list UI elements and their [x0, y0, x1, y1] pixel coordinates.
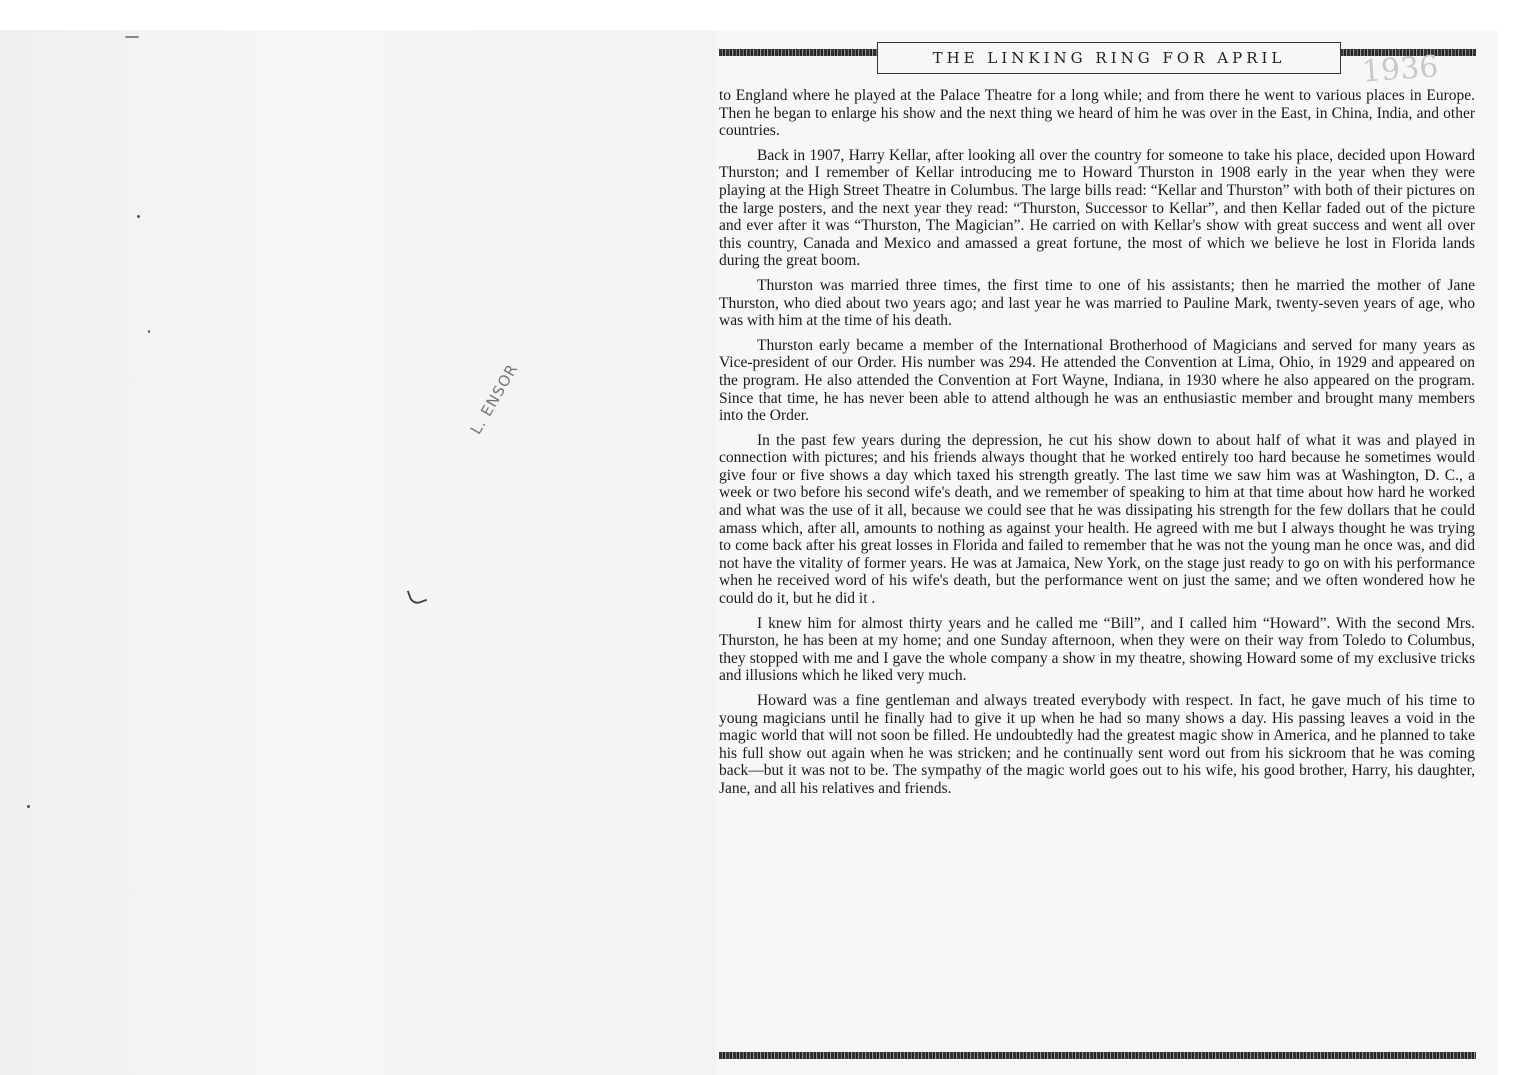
paragraph: Howard was a fine gentleman and always treated everybody with respect. In fact, he gave much of his time to young magicians until he finally had to give it up when he had so many shows a day. His passing leaves a void in the magic world that will not soon be filled. He undoubtedly had the greatest magic show in America, and he planned to take his full show out again when he was stricken; and he continually sent word out from his sickroom that he was coming back—but it was not to be. The sympathy of the magic world goes out to his wife, his good brother, Harry, his daughter, Jane, and all his relatives and friends.: [719, 692, 1475, 797]
paper-speck: [27, 805, 30, 808]
paragraph: In the past few years during the depression, he cut his show down to about half of what it was and played in connection with pictures; and his friends always thought that he worked entirely too hard because he sometimes would give four or five shows a day which taxed his strength greatly. The last time we saw him was at Washington, D. C., a week or two before his second wife's death, and we remember of speaking to him at that time about how hard he worked and what was the use of it all, because we could see that he was dissipating his strength for the few dollars that he could amass which, after all, amounts to nothing as against your health. He agreed with me but I always thought he was trying to come back after his great losses in Florida and failed to remember that he was not the young man he once was, and did not have the vitality of former years. He was at Jamaica, New York, on the stage just ready to go on with his performance when he received word of his wife's death, but the performance went on just the same; and we often wondered how he could do it, but he did it .: [719, 431, 1475, 608]
owner-stamp: L. ENSOR: [466, 360, 522, 438]
paragraph: Thurston was married three times, the first time to one of his assistants; then he married the mother of Jane Thurston, who died about two years ago; and last year he was married to Pauline Mark, twenty-seven years of age, who was with him at the time of his death.: [719, 276, 1475, 330]
running-header: THE LINKING RING FOR APRIL: [877, 42, 1341, 74]
paragraph: Thurston early became a member of the International Brotherhood of Magicians and served for many years as Vice-president of our Order. His number was 294. He attended the Convention at Lima, Ohio, in 1929 and appeared on the program. He also attended the Convention at Fort Wayne, Indiana, in 1930 where he also appeared on the program. Since that time, he has never been able to attend although he was an enthusiastic member and brought many members into the Order.: [719, 336, 1475, 425]
paper-speck: [148, 330, 150, 333]
header-rule-left: [719, 49, 879, 56]
paper-speck: [137, 215, 140, 218]
paragraph: Back in 1907, Harry Kellar, after looking all over the country for someone to take his place, decided upon Howard Thurston; and I remember of Kellar introducing me to Howard Thurston in 1908 early in the year when they were playing at the High Street Theatre in Columbus. The large bills read: “Kellar and Thurston” with both of their pictures on the large posters, and the next year they read: “Thurston, Successor to Kellar”, and then Kellar faded out of the picture and ever after it was “Thurston, The Magician”. He carried on with Kellar's show with great success and went all over this country, Canada and Mexico and amassed a great fortune, the most of which we believe he lost in Florida lands during the great boom.: [719, 146, 1475, 270]
paragraph: I knew him for almost thirty years and he called me “Bill”, and I called him “Howard”. With the second Mrs. Thurston, he has been at my home; and one Sunday afternoon, when they were on their way from Toledo to Columbus, they stopped with me and I gave the whole company a show in my theatre, showing Howard some of my exclusive tricks and illusions which he liked very much.: [719, 614, 1475, 685]
paper-speck: [125, 36, 139, 38]
paragraph: to England where he played at the Palace Theatre for a long while; and from there he went to various places in Europe. Then he began to enlarge his show and the next thing we heard of him he was over in the East, in China, India, and other countries.: [719, 87, 1475, 140]
left-page-blank: [0, 30, 716, 1075]
article-body: [719, 87, 1475, 805]
handwritten-year: 1936: [1360, 49, 1440, 90]
footer-rule: [719, 1052, 1476, 1059]
